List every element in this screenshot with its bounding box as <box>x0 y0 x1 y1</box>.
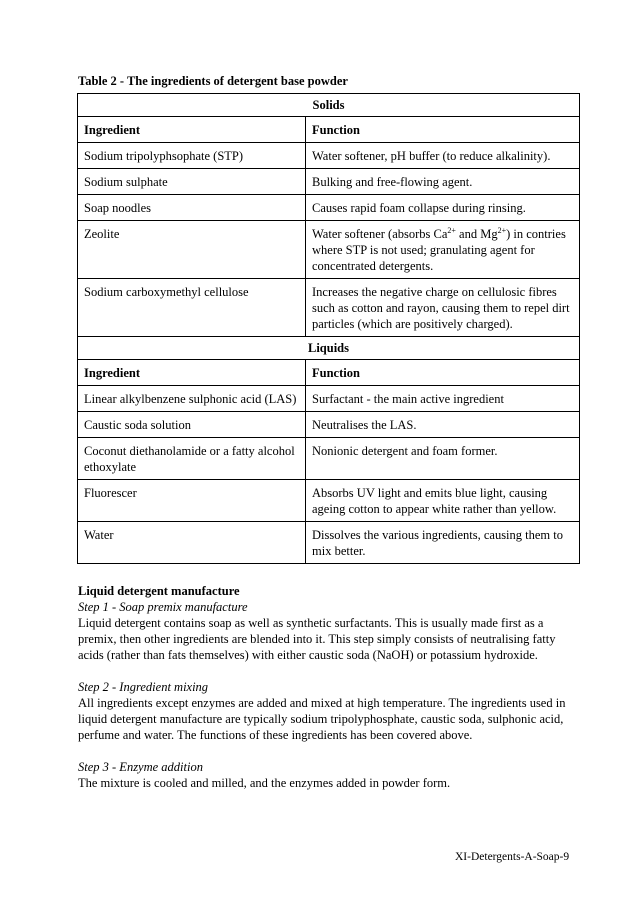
table-row <box>78 480 580 522</box>
table-row <box>78 438 580 480</box>
ingredient-cell: Coconut diethanolamide or a fatty alcohol ethoxylate <box>78 438 306 480</box>
manufacture-section <box>78 583 578 807</box>
function-text: ) in contries where STP is not used; granulating agent for concentrated detergents. <box>312 227 566 273</box>
liquids-col-ingredient: Ingredient <box>78 360 306 386</box>
solids-section-label: Solids <box>78 94 580 117</box>
ingredient-cell: Sodium tripolyphsophate (STP) <box>78 143 306 169</box>
function-cell: Nonionic detergent and foam former. <box>306 438 580 480</box>
step-paragraph: Liquid detergent contains soap as well as synthetic surfactants. This is usually made first as a premix, then other ingredients are blended into it. This step simply consists of neutralising fatty acids (rather than fats themselves) with either caustic soda (NaOH) or potassium hydroxide. <box>78 616 556 662</box>
liquids-section-label: Liquids <box>78 337 580 360</box>
step-title: Step 1 - Soap premix manufacture <box>78 600 248 614</box>
superscript: 2+ <box>447 225 456 235</box>
table-row <box>78 279 580 337</box>
table-caption: Table 2 - The ingredients of detergent base powder <box>78 74 348 88</box>
ingredient-cell: Fluorescer <box>78 480 306 522</box>
function-cell: Surfactant - the main active ingredient <box>306 386 580 412</box>
ingredients-table <box>77 93 580 564</box>
ingredient-cell: Caustic soda solution <box>78 412 306 438</box>
function-cell: Bulking and free-flowing agent. <box>306 169 580 195</box>
function-text: Water softener (absorbs Ca <box>312 227 448 241</box>
ingredient-cell: Sodium carboxymethyl cellulose <box>78 279 306 337</box>
function-cell: Neutralises the LAS. <box>306 412 580 438</box>
table-row <box>78 169 580 195</box>
liquids-col-function: Function <box>306 360 580 386</box>
function-cell: Causes rapid foam collapse during rinsing. <box>306 195 580 221</box>
step-title: Step 2 - Ingredient mixing <box>78 680 209 694</box>
solids-col-function: Function <box>306 117 580 143</box>
function-cell: Water softener, pH buffer (to reduce alkalinity). <box>306 143 580 169</box>
ingredient-cell: Zeolite <box>78 221 306 279</box>
function-cell: Dissolves the various ingredients, causing them to mix better. <box>306 522 580 564</box>
function-text: and Mg <box>455 227 498 241</box>
ingredient-cell: Water <box>78 522 306 564</box>
solids-col-ingredient: Ingredient <box>78 117 306 143</box>
table-row <box>78 143 580 169</box>
function-cell <box>306 221 580 279</box>
superscript: 2+ <box>497 225 507 235</box>
solids-section-row <box>78 94 580 117</box>
table-row <box>78 221 580 279</box>
liquids-header-row <box>78 360 580 386</box>
table-row <box>78 412 580 438</box>
step-paragraph: All ingredients except enzymes are added and mixed at high temperature. The ingredients used in liquid detergent manufacture are typically sodium tripolyphosphate, caustic soda, sulphonic acid, perfume and water. The functions of these ingredients has been covered above. <box>78 696 566 742</box>
section-heading: Liquid detergent manufacture <box>78 584 240 598</box>
liquids-section-row <box>78 337 580 360</box>
table-row <box>78 195 580 221</box>
step-title: Step 3 - Enzyme addition <box>78 760 203 774</box>
solids-header-row <box>78 117 580 143</box>
page-footer: XI-Detergents-A-Soap-9 <box>455 851 570 863</box>
ingredient-cell: Sodium sulphate <box>78 169 306 195</box>
table-row <box>78 522 580 564</box>
ingredient-cell: Linear alkylbenzene sulphonic acid (LAS) <box>78 386 306 412</box>
step-paragraph: The mixture is cooled and milled, and the enzymes added in powder form. <box>78 776 451 790</box>
table-row <box>78 386 580 412</box>
ingredient-cell: Soap noodles <box>78 195 306 221</box>
function-cell: Absorbs UV light and emits blue light, causing ageing cotton to appear white rather than yellow. <box>306 480 580 522</box>
function-cell: Increases the negative charge on cellulosic fibres such as cotton and rayon, causing them to repel dirt particles (which are positively charged). <box>306 279 580 337</box>
